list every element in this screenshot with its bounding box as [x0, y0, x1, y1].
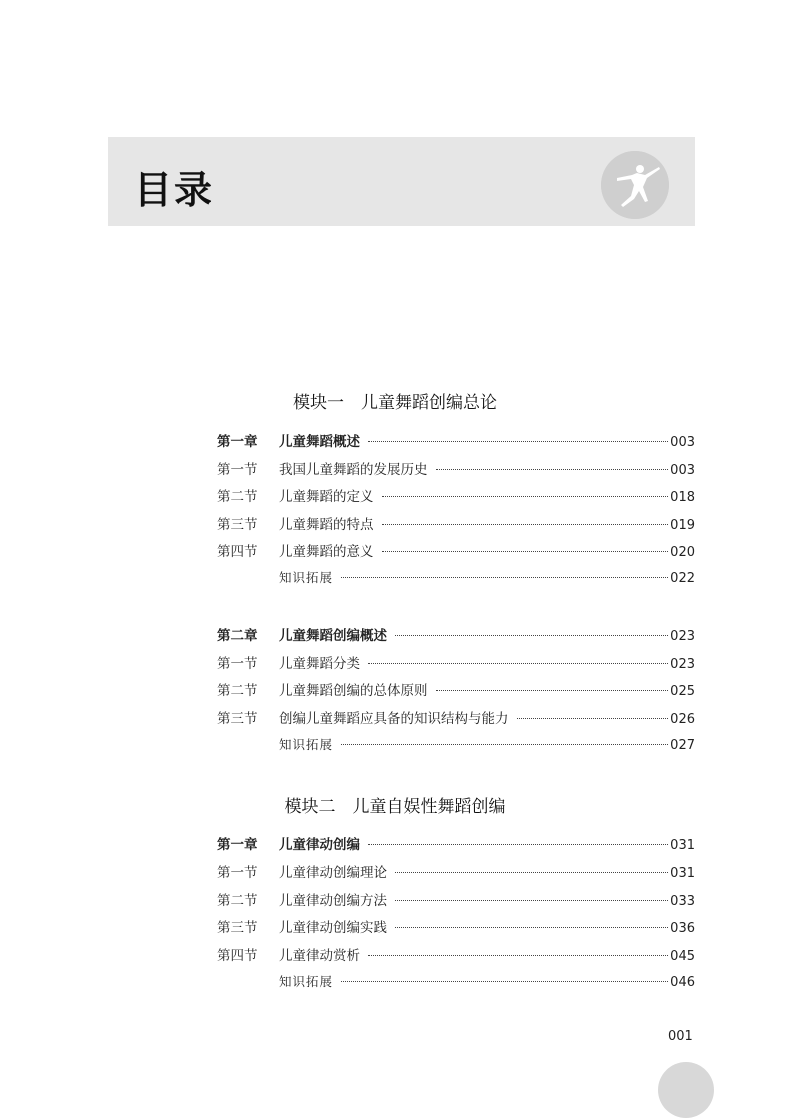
toc-extension-row[interactable]: [279, 972, 695, 992]
leader-dots: [395, 635, 668, 636]
leader-dots: [382, 524, 669, 525]
section-number: 第二节: [217, 893, 258, 909]
chapter-title: 儿童律动创编: [279, 837, 360, 853]
toc-section-row[interactable]: [217, 916, 695, 936]
section-title: 儿童舞蹈创编的总体原则: [279, 683, 428, 699]
page-ref: 027: [670, 738, 695, 753]
section-title: 儿童律动赏析: [279, 948, 360, 964]
title-banner: [108, 137, 695, 226]
module-title: 模块一 儿童舞蹈创编总论: [293, 393, 497, 413]
page-ref: 031: [670, 838, 695, 853]
dancer-silhouette-icon: [601, 151, 669, 219]
section-title: 儿童律动创编实践: [279, 920, 387, 936]
page-ref: 018: [670, 490, 695, 505]
toc-section-row[interactable]: [217, 458, 695, 478]
toc-section-row[interactable]: [217, 707, 695, 727]
section-title: 儿童舞蹈分类: [279, 656, 360, 672]
section-number: 第四节: [217, 948, 258, 964]
page-number: 001: [668, 1029, 693, 1044]
section-number: 第一节: [217, 656, 258, 672]
section-title: 儿童律动创编方法: [279, 893, 387, 909]
section-title: 儿童舞蹈的定义: [279, 489, 374, 505]
leader-dots: [368, 441, 668, 442]
toc-section-row[interactable]: [217, 513, 695, 533]
page-ref: 023: [670, 657, 695, 672]
toc-section-row[interactable]: [217, 889, 695, 909]
chapter-number: 第二章: [217, 628, 258, 644]
page-ref: 023: [670, 629, 695, 644]
page-ref: 031: [670, 866, 695, 881]
section-title: 儿童舞蹈的特点: [279, 517, 374, 533]
section-number: 第三节: [217, 517, 258, 533]
section-number: 第一节: [217, 462, 258, 478]
section-title: 创编儿童舞蹈应具备的知识结构与能力: [279, 711, 509, 727]
toc-section-row[interactable]: [217, 652, 695, 672]
leader-dots: [395, 872, 668, 873]
page-ref: 003: [670, 463, 695, 478]
section-number: 第一节: [217, 865, 258, 881]
leader-dots: [395, 927, 668, 928]
toc-extension-row[interactable]: [279, 735, 695, 755]
extension-title: 知识拓展: [279, 974, 334, 989]
section-number: 第三节: [217, 711, 258, 727]
toc-chapter-row[interactable]: [217, 833, 695, 853]
page-ref: 025: [670, 684, 695, 699]
corner-decoration: [658, 1062, 714, 1118]
page-ref: 036: [670, 921, 695, 936]
toc-extension-row[interactable]: [279, 568, 695, 588]
chapter-title: 儿童舞蹈概述: [279, 434, 360, 450]
chapter-number: 第一章: [217, 434, 258, 450]
section-title: 我国儿童舞蹈的发展历史: [279, 462, 428, 478]
leader-dots: [436, 469, 669, 470]
toc-section-row[interactable]: [217, 540, 695, 560]
section-number: 第二节: [217, 683, 258, 699]
section-number: 第四节: [217, 544, 258, 560]
toc-section-row[interactable]: [217, 679, 695, 699]
leader-dots: [517, 718, 669, 719]
page-ref: 026: [670, 712, 695, 727]
section-title: 儿童律动创编理论: [279, 865, 387, 881]
chapter-title: 儿童舞蹈创编概述: [279, 628, 387, 644]
toc-chapter-row[interactable]: [217, 624, 695, 644]
leader-dots: [341, 577, 668, 578]
leader-dots: [436, 690, 669, 691]
module-title: 模块二 儿童自娱性舞蹈创编: [284, 797, 506, 817]
leader-dots: [341, 744, 668, 745]
section-number: 第三节: [217, 920, 258, 936]
leader-dots: [368, 663, 668, 664]
section-title: 儿童舞蹈的意义: [279, 544, 374, 560]
page-ref: 003: [670, 435, 695, 450]
toc-section-row[interactable]: [217, 944, 695, 964]
toc-section-row[interactable]: [217, 861, 695, 881]
chapter-number: 第一章: [217, 837, 258, 853]
leader-dots: [382, 496, 669, 497]
page-ref: 033: [670, 894, 695, 909]
extension-title: 知识拓展: [279, 737, 334, 752]
leader-dots: [368, 955, 668, 956]
leader-dots: [382, 551, 669, 552]
leader-dots: [341, 981, 668, 982]
page-ref: 045: [670, 949, 695, 964]
toc-chapter-row[interactable]: [217, 430, 695, 450]
page-title: 目录: [134, 168, 215, 212]
page-ref: 046: [670, 975, 695, 990]
page-ref: 022: [670, 571, 695, 586]
toc-section-row[interactable]: [217, 485, 695, 505]
leader-dots: [395, 900, 668, 901]
page-ref: 019: [670, 518, 695, 533]
leader-dots: [368, 844, 668, 845]
extension-title: 知识拓展: [279, 570, 334, 585]
section-number: 第二节: [217, 489, 258, 505]
page-ref: 020: [670, 545, 695, 560]
